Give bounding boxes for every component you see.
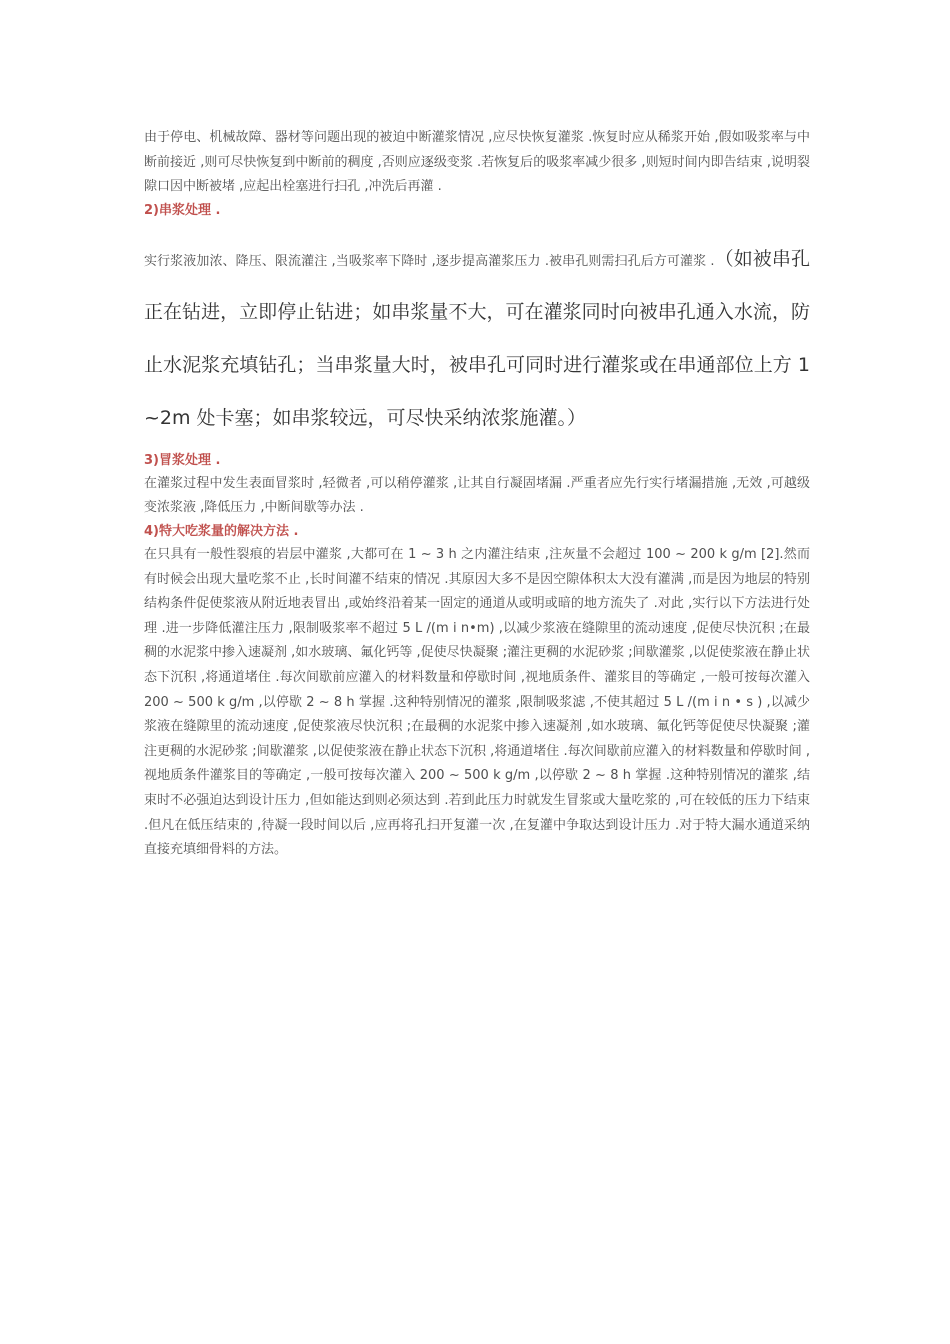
heading-surface-leak: 3)冒浆处理 . (144, 452, 221, 468)
document-body (144, 126, 810, 863)
heading-large-grout-take: 4)特大吃浆量的解决方法 . (144, 523, 299, 539)
paragraph-cross-grouting-note: （如被串孔正在钻进，立即停止钻进；如串浆量不大，可在灌浆同时向被串孔通入水流，防止水泥浆充填钻孔；当串浆量大时，被串孔可同时进行灌浆或在串通部位上方 1~2m 处卡塞；如串浆较远，可尽快采纳浓浆施灌。） (144, 247, 810, 429)
paragraph-surface-leak: 在灌浆过程中发生表面冒浆时 ,轻微者 ,可以稍停灌浆 ,让其自行凝固堵漏 .严重者应先行实行堵漏措施 ,无效 ,可越级变浓浆液 ,降低压力 ,中断间歇等办法 . (144, 475, 810, 516)
paragraph-cross-grouting-main: 实行浆液加浓、降压、限流灌注 ,当吸浆率下降时 ,逐步提高灌浆压力 .被串孔则需扫孔后方可灌浆 . (144, 253, 715, 269)
heading-cross-grouting: 2)串浆处理 . (144, 202, 221, 218)
paragraph-large-grout-take: 在只具有一般性裂痕的岩层中灌浆 ,大都可在 1 ~ 3 h 之内灌注结束 ,注灰量不会超过 100 ~ 200 k g/m [2].然而有时候会出现大量吃浆不止 ,长时间灌不结束的情况 .其原因大多不是因空隙体积太大没有灌满 ,而是因为地层的特别结构条件促使浆液从附近地表冒出 ,或始终沿着某一固定的通道从或明或暗的地方流失了 .对此 ,实行以下方法进行处理 .进一步降低灌注压力 ,限制吸浆率不超过 5 L /(m i n•m) ,以减少浆液在缝隙里的流动速度 ,促使尽快沉积 ;在最稠的水泥浆中掺入速凝剂 ,如水玻璃、氟化钙等 ,促使尽快凝聚 ;灌注更稠的水泥砂浆 ;间歇灌浆 ,以促使浆液在静止状态下沉积 ,将通道堵住 .每次间歇前应灌入的材料数量和停歇时间 ,视地质条件、灌浆目的等确定 ,一般可按每次灌入 200 ~ 500 k g/m ,以停歇 2 ~ 8 h 掌握 .这种特别情况的灌浆 ,限制吸浆滤 ,不使其超过 5 L /(m i n • s ) ,以减少浆液在缝隙里的流动速度 ,促使浆液尽快沉积 ;在最稠的水泥浆中掺入速凝剂 ,如水玻璃、氟化钙等促使尽快凝聚 ;灌注更稠的水泥砂浆 ;间歇灌浆 ,以促使浆液在静止状态下沉积 ,将通道堵住 .每次间歇前应灌入的材料数量和停歇时间 ,视地质条件灌浆目的等确定 ,一般可按每次灌入 200 ~ 500 k g/m ,以停歇 2 ~ 8 h 掌握 .这种特别情况的灌浆 ,结束时不必强迫达到设计压力 ,但如能达到则必须达到 .若到此压力时就发生冒浆或大量吃浆的 ,可在较低的压力下结束 .但凡在低压结束的 ,待凝一段时间以后 ,应再将孔扫开复灌一次 ,在复灌中争取达到设计压力 .对于特大漏水通道采纳直接充填细骨料的方法。 (144, 546, 810, 858)
paragraph-cross-grouting (144, 234, 810, 446)
paragraph-interruption: 由于停电、机械故障、器材等问题出现的被迫中断灌浆情况 ,应尽快恢复灌浆 .恢复时应从稀浆开始 ,假如吸浆率与中断前接近 ,则可尽快恢复到中断前的稠度 ,否则应逐级变浆 .若恢复后的吸浆率减少很多 ,则短时间内即告结束 ,说明裂隙口因中断被堵 ,应起出栓塞进行扫孔 ,冲洗后再灌 . (144, 130, 810, 195)
